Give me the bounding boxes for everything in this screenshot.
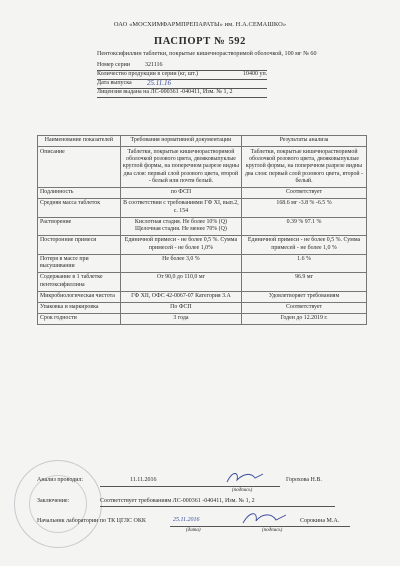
table-row	[38, 254, 367, 273]
result: Таблетки, покрытые кишечнорастворимой оболочкой розового цвета, двояковыпуклые круглой формы, на поперечном разрезе видны два слоя: первый слой розового цвета, второй - белый.	[242, 147, 367, 188]
analyst-signature	[225, 468, 265, 486]
company-name: ОАО «МОСХИМФАРМПРЕПАРАТЫ» им. Н.А.СЕМАШКО»	[113, 21, 287, 28]
requirement: По ФСП	[120, 302, 241, 313]
indicator-name: Срок годности	[38, 313, 121, 324]
date-caption: (дата)	[186, 528, 201, 533]
release-label: Дата выпуска	[97, 80, 132, 86]
indicator-name: Посторонние примеси	[38, 236, 121, 255]
table-row	[38, 273, 367, 292]
product-name: Пентоксифиллин таблетки, покрытые кишечнорастворимой оболочкой, 100 мг № 60	[97, 51, 317, 57]
series-value: 321116	[145, 62, 163, 68]
signature-caption-2: (подпись)	[262, 528, 283, 533]
license-underline	[97, 97, 267, 98]
series-row	[97, 62, 163, 68]
conclusion-underline	[100, 506, 335, 507]
table-row	[38, 187, 367, 198]
table-row	[38, 147, 367, 188]
result: 96.9 мг	[242, 273, 367, 292]
indicator-name: Потеря в массе при высушивании	[38, 254, 121, 273]
analysis-underline	[100, 486, 280, 487]
lab-head-signature	[240, 508, 288, 528]
requirement: по ФСП	[120, 187, 241, 198]
release-value: 25.11.16	[147, 79, 171, 87]
series-label: Номер серии	[97, 62, 130, 68]
result: 1.6 %	[242, 254, 367, 273]
analysis-label: Анализ проводил:	[37, 477, 84, 483]
signature-caption: (подпись)	[232, 488, 253, 493]
quantity-row	[97, 71, 268, 77]
lab-head-underline	[170, 526, 350, 527]
table-row	[38, 236, 367, 255]
requirement: Кислотная стадия. Не более 10% (Q) Щелочная стадия. Не менее 70% (Q)	[120, 217, 241, 236]
conclusion-label: Заключение:	[37, 498, 70, 504]
indicator-name: Упаковка и маркировка	[38, 302, 121, 313]
result: Удовлетворяет требованиям	[242, 291, 367, 302]
result: 0.39 % 97.1 %	[242, 217, 367, 236]
indicator-name: Содержание в 1 таблетке пентоксифиллина	[38, 273, 121, 292]
indicator-name: Описание	[38, 147, 121, 188]
table-row	[38, 302, 367, 313]
license-row	[97, 89, 233, 95]
indicator-name: Средняя масса таблеток	[38, 198, 121, 217]
result: Единичной примеси - не более 0,5 %. Сумма примесей - не более 1,0 %	[242, 236, 367, 255]
document-title: ПАСПОРТ № 592	[153, 36, 247, 47]
analyst-name: Горохова Н.В.	[286, 477, 322, 483]
lab-head-name: Сорокина М.А.	[300, 518, 340, 524]
requirement: В соответствии с требованиями ГФ XI, вып.2, с. 154	[120, 198, 241, 217]
result: Соответствует	[242, 302, 367, 313]
requirement: ГФ XII, ОФС 42-0067-07 Категория 3.А	[120, 291, 241, 302]
result: Годен до 12.2019 г.	[242, 313, 367, 324]
analysis-table	[37, 135, 367, 325]
table-row	[38, 217, 367, 236]
requirement: Таблетки, покрытые кишечнорастворимой оболочкой розового цвета, двояковыпуклые круглой формы, на поперечном разрезе видны два слоя: первый слой розового цвета, второй - белый или почти белый.	[120, 147, 241, 188]
requirement: Единичной примеси - не более 0,5 %. Сумма примесей - не более 1,0%	[120, 236, 241, 255]
requirement: Не более 3,0 %	[120, 254, 241, 273]
column-header: Наименование показателей	[38, 136, 121, 147]
table-row	[38, 198, 367, 217]
quantity-label: Количество продукции в серии (кг, шт.)	[97, 71, 199, 77]
indicator-name: Растворение	[38, 217, 121, 236]
table-row	[38, 291, 367, 302]
table-header-row	[38, 136, 367, 147]
lab-head-date: 25.11.2016	[173, 517, 200, 523]
result: 168.6 мг -3.8 % -6.5 %	[242, 198, 367, 217]
conclusion-text: Соответствует требованиям ЛС-000361 -040411, Изм. № 1, 2	[100, 498, 255, 504]
indicator-name: Микробиологическая чистота	[38, 291, 121, 302]
license-text: Лицензия выдана на ЛС-000361 -040411, Изм. № 1, 2	[97, 89, 233, 95]
requirement: 3 года	[120, 313, 241, 324]
table-row	[38, 313, 367, 324]
requirement: От 90,0 до 110,0 мг	[120, 273, 241, 292]
analysis-date: 11.11.2016	[130, 477, 157, 483]
round-stamp	[14, 460, 102, 548]
release-row	[97, 79, 171, 87]
column-header: Результаты анализа	[242, 136, 367, 147]
quantity-value: 10400 уп.	[243, 71, 268, 77]
lab-head-label: Начальник лаборатории по ТК ЦГЛС ОКК	[37, 518, 146, 524]
column-header: Требования нормативной документации	[120, 136, 241, 147]
result: Соответствует	[242, 187, 367, 198]
indicator-name: Подлинность	[38, 187, 121, 198]
